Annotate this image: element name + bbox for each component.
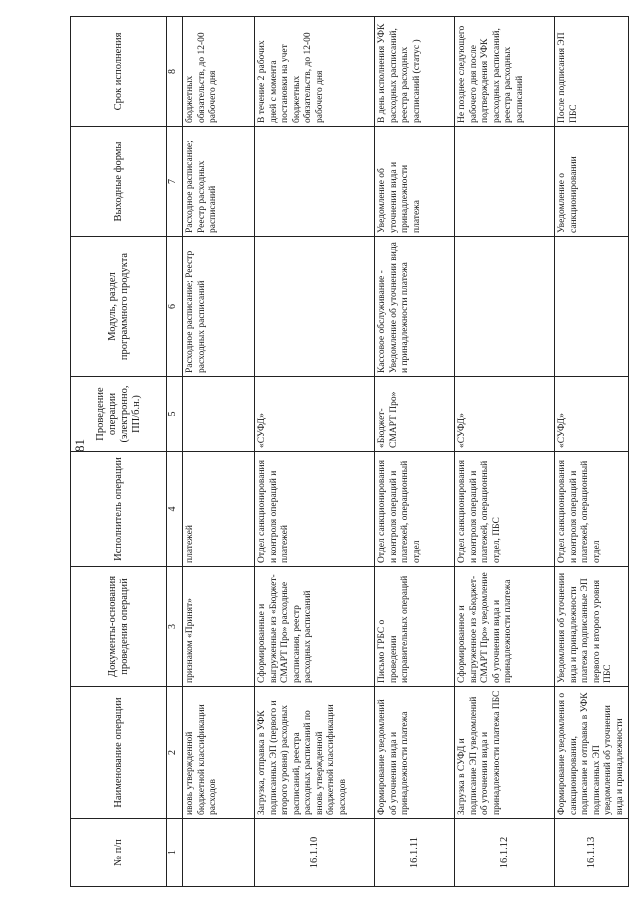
deadline: После подписания ЭП ПБС [555,17,629,127]
deadline: Не позднее следующего рабочего дня после подтверждения УФК расходных расписаний, реестра расходных расписаний [455,17,555,127]
header-cell: Модуль, раздел программного продукта [71,237,167,377]
output-forms: Уведомление о санкционировании [555,127,629,237]
column-number: 3 [167,567,183,687]
rotated-page [70,17,625,887]
header-cell: № п/п [71,819,167,887]
module [455,237,555,377]
header-row [71,17,167,887]
page-number: 81 [72,439,87,452]
basis-documents: Письмо ГРБС о проведении исправительных операций [375,567,455,687]
table-row [455,17,555,887]
module [555,237,629,377]
executor: платежей [183,452,255,567]
operation-name: Формирование уведомления о санкционировании, подписание и отправка в УФК подписанных ЭП уведомлений об уточнении вида и принадлежности [555,687,629,819]
method: «СУФД» [455,377,555,452]
deadline: бюджетных обязательств, до 12-00 рабочего дня [183,17,255,127]
output-forms: Уведомление об уточнении вида и принадлежности платежа [375,127,455,237]
table-row [183,17,255,887]
method: «СУФД» [555,377,629,452]
column-number: 2 [167,687,183,819]
header-cell: Срок исполнения [71,17,167,127]
method [183,377,255,452]
column-number: 5 [167,377,183,452]
column-number: 7 [167,127,183,237]
output-forms [455,127,555,237]
header-cell: Выходные формы [71,127,167,237]
row-number: 16.1.10 [255,819,375,887]
row-number: 16.1.13 [555,819,629,887]
header-cell: Наименование операции [71,687,167,819]
executor: Отдел санкционирования и контроля операций и платежей, операционный отдел [375,452,455,567]
table-row [255,17,375,887]
operation-name: Формирование уведомлений об уточнении вида и принадлежности платежа [375,687,455,819]
basis-documents: Уведомления об уточнении вида и принадлежности платежа подписанные ЭП первого и второго уровня ПБС [555,567,629,687]
row-number: 16.1.12 [455,819,555,887]
column-number: 4 [167,452,183,567]
method: «СУФД» [255,377,375,452]
module: Расходное расписание; Реестр расходных расписаний [183,237,255,377]
basis-documents: Сформированное и выгруженное из «Бюджет-СМАРТ Про» уведомление об уточнении вида и принадлежности платежа [455,567,555,687]
row-number [183,819,255,887]
module [255,237,375,377]
column-number: 6 [167,237,183,377]
header-cell: Проведение операции (электронно, ПП/б.н.) [71,377,167,452]
executor: Отдел санкционирования и контроля операций и платежей, операционный отдел, ПБС [455,452,555,567]
basis-documents: Сформированные и выгруженные из «Бюджет-СМАРТ Про» расходные расписания, реестр расходных расписаний [255,567,375,687]
operation-name: Загрузка в СУФД и подписание ЭП уведомлений об уточнении вида и принадлежности платежа ПБС [455,687,555,819]
header-cell: Документы-основания проведения операций [71,567,167,687]
column-number: 8 [167,17,183,127]
column-number-row [167,17,183,887]
column-number: 1 [167,819,183,887]
basis-documents: признаком «Принят» [183,567,255,687]
header-cell: Исполнитель операции [71,452,167,567]
executor: Отдел санкционирования и контроля операций и платежей, операционный отдел [555,452,629,567]
module: Кассовое обслуживание - Уведомление об уточнении вида и принадлежности платежа [375,237,455,377]
operation-name: Загрузка, отправка в УФК подписанных ЭП (первого и второго уровня) расходных расписаний, реестра расходных расписаний по вновь утвержденной бюджетной классификации расходов [255,687,375,819]
output-forms [255,127,375,237]
table-row [375,17,455,887]
deadline: В день исполнения УФК расходных расписаний, реестра расходных расписаний (статус ) [375,17,455,127]
executor: Отдел санкционирования и контроля операций и платежей [255,452,375,567]
deadline: В течение 2 рабочих дней с момента постановки на учет бюджетных обязательств, до 12-00 рабочего дня [255,17,375,127]
operations-table [70,16,629,887]
operation-name: ивовь утвержденной бюджетной классификации расходов [183,687,255,819]
table-row [555,17,629,887]
output-forms: Расходное расписание; Реестр расходных расписаний [183,127,255,237]
method: «Бюджет-СМАРТ Про» [375,377,455,452]
row-number: 16.1.11 [375,819,455,887]
